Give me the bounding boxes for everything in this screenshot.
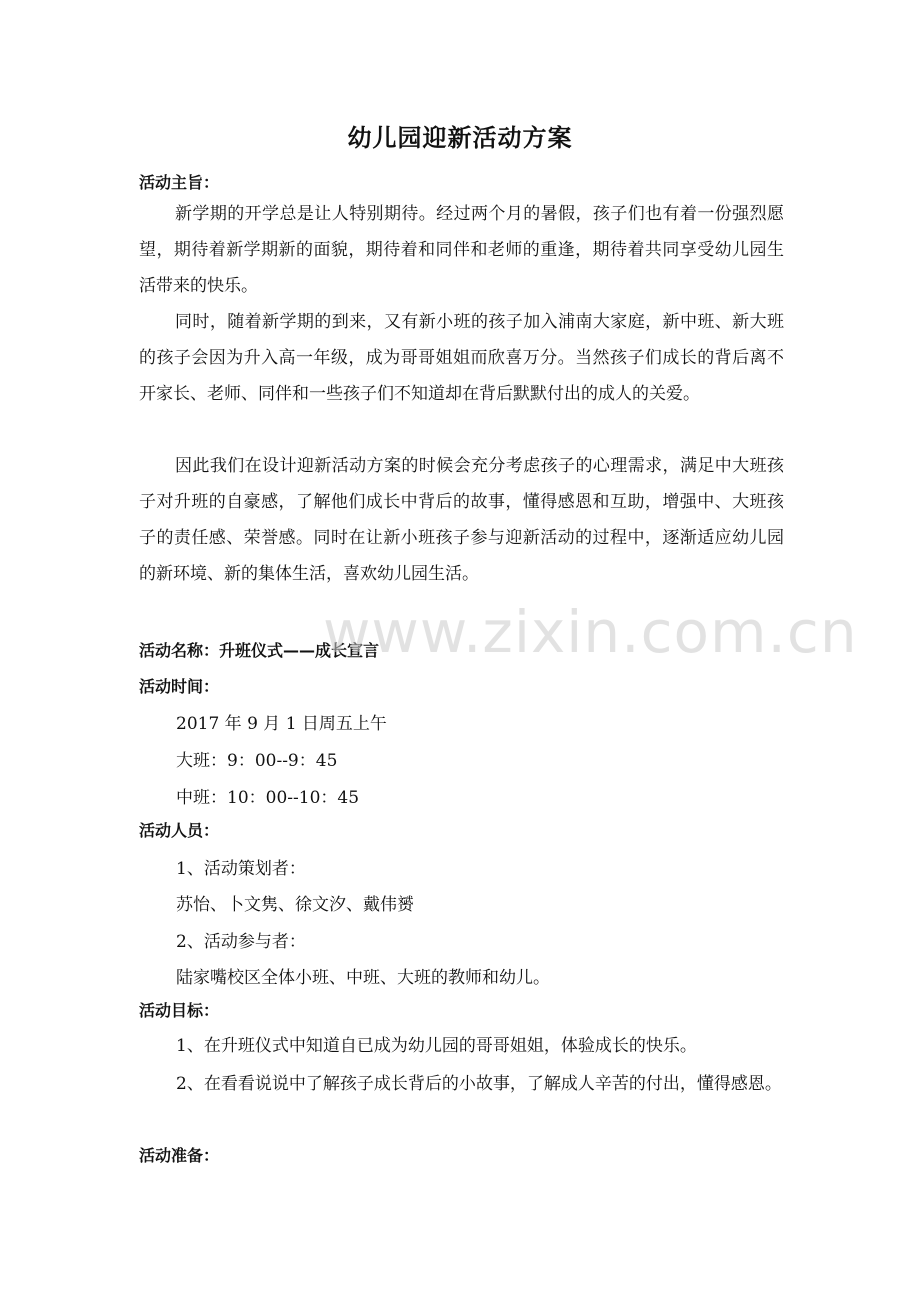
goal-item-1: 1、在升班仪式中知道自已成为幼儿园的哥哥姐姐，体验成长的快乐。 bbox=[176, 1036, 697, 1056]
purpose-paragraph-1: 新学期的开学总是让人特别期待。经过两个月的暑假，孩子们也有着一份强烈愿望，期待着新学期新的面貌，期待着和同伴和老师的重逢，期待着共同享受幼儿园生活带来的快乐。 bbox=[139, 204, 784, 296]
people-heading: 活动人员： bbox=[139, 821, 220, 840]
activity-name-line: 活动名称：升班仪式——成长宣言 bbox=[139, 641, 380, 660]
goal-item-2: 2、在看看说说中了解孩子成长背后的小故事，了解成人辛苦的付出，懂得感恩。 bbox=[176, 1074, 782, 1094]
purpose-paragraph-2: 同时，随着新学期的到来，又有新小班的孩子加入浦南大家庭，新中班、新大班的孩子会因为升入高一年级，成为哥哥姐姐而欣喜万分。当然孩子们成长的背后离不开家长、老师、同伴和一些孩子们不知道却在背后默默付出的成人的关爱。 bbox=[139, 312, 784, 404]
purpose-paragraph-3: 因此我们在设计迎新活动方案的时候会充分考虑孩子的心理需求，满足中大班孩子对升班的自豪感，了解他们成长中背后的故事，懂得感恩和互助，增强中、大班孩子的责任感、荣誉感。同时在让新小班孩子参与迎新活动的过程中，逐渐适应幼儿园的新环境、新的集体生活，喜欢幼儿园生活。 bbox=[139, 456, 784, 584]
people-participants-label: 2、活动参与者： bbox=[176, 932, 306, 952]
watermark-text: www.zixin.com.cn bbox=[323, 598, 858, 666]
time-date: 2017 年 9 月 1 日周五上午 bbox=[176, 714, 387, 734]
document-title: 幼儿园迎新活动方案 bbox=[347, 124, 573, 152]
people-participants: 陆家嘴校区全体小班、中班、大班的教师和幼儿。 bbox=[176, 968, 550, 988]
time-middle-class: 中班：10：00--10：45 bbox=[176, 788, 360, 808]
time-big-class: 大班：9：00--9：45 bbox=[176, 751, 338, 771]
prep-heading: 活动准备： bbox=[139, 1146, 220, 1165]
time-heading: 活动时间： bbox=[139, 677, 220, 696]
purpose-heading: 活动主旨： bbox=[139, 173, 220, 192]
people-planners: 苏怡、卜文隽、徐文汐、戴伟赟 bbox=[176, 895, 414, 915]
goals-heading: 活动目标： bbox=[139, 1001, 220, 1020]
people-planners-label: 1、活动策划者： bbox=[176, 859, 306, 879]
